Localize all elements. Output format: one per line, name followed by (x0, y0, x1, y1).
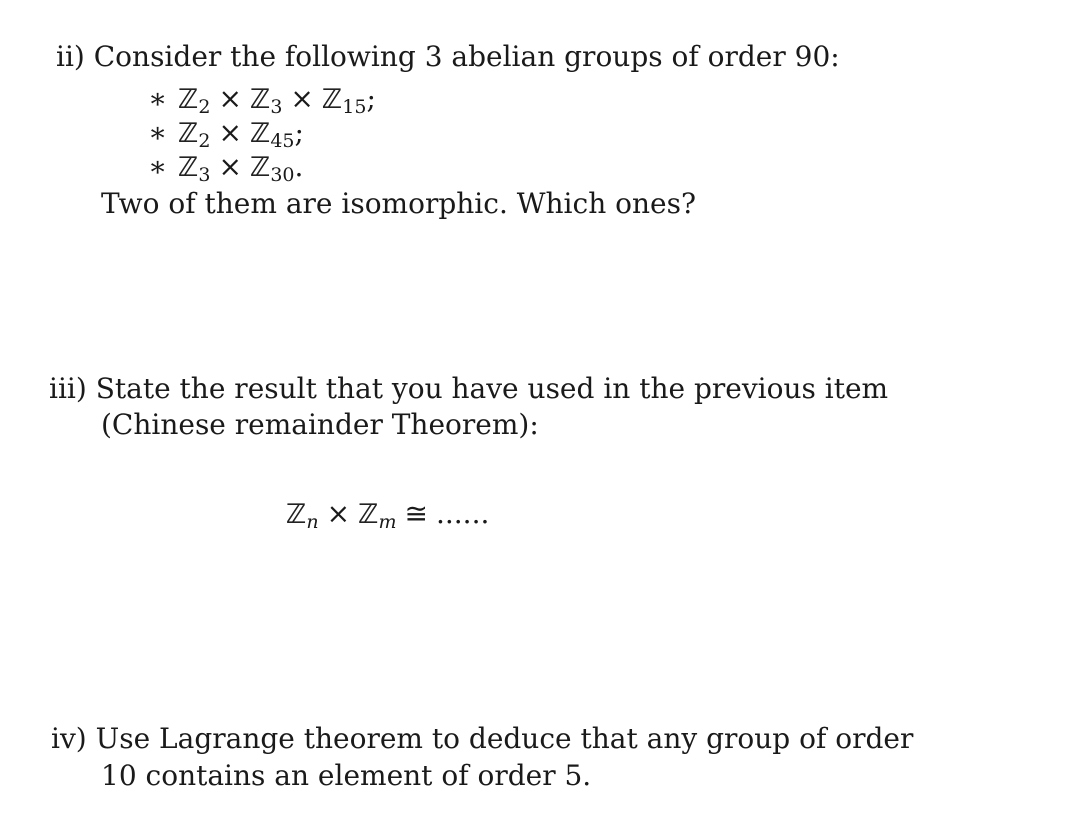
isomorphic-symbol: ≅ (404, 497, 428, 530)
group-subscript: 2 (198, 130, 211, 152)
group-subscript: 15 (342, 96, 367, 118)
q2-label: ii) (56, 40, 85, 73)
group-symbol: ℤ (358, 499, 379, 530)
q2-closing: Two of them are isomorphic. Which ones? (101, 187, 696, 220)
punctuation: . (294, 150, 304, 183)
q3-line1: State the result that you have used in the previous item (95, 372, 889, 405)
bullet-icon: ∗ (148, 82, 168, 115)
group-symbol: ℤ (286, 499, 307, 530)
q3-line2: (Chinese remainder Theorem): (101, 408, 539, 441)
group-subscript: m (378, 511, 397, 533)
group-subscript: 30 (270, 164, 295, 186)
q2-group-3 (148, 150, 303, 192)
punctuation: ; (366, 82, 376, 115)
group-subscript: 3 (198, 164, 211, 186)
q3-label: iii) (49, 372, 87, 405)
group-subscript: 3 (270, 96, 283, 118)
group-symbol: ℤ (249, 84, 271, 115)
bullet-icon: ∗ (148, 116, 168, 149)
group-subscript: 45 (270, 130, 295, 152)
q2-heading (56, 40, 840, 74)
group-subscript: n (306, 511, 319, 533)
q3-heading (49, 372, 888, 406)
q4-label: iv) (51, 722, 87, 755)
times-symbol: × (218, 150, 242, 183)
q2-text: Consider the following 3 abelian groups of order 90: (93, 40, 840, 73)
q4-heading (51, 722, 913, 756)
group-symbol: ℤ (178, 84, 199, 115)
group-symbol: ℤ (178, 118, 199, 149)
q4-line2: 10 contains an element of order 5. (101, 759, 592, 792)
times-symbol: × (290, 82, 314, 115)
times-symbol: × (326, 497, 351, 530)
times-symbol: × (218, 82, 242, 115)
group-symbol: ℤ (321, 84, 343, 115)
q4-line1: Use Lagrange theorem to deduce that any group of order (95, 722, 914, 755)
group-symbol: ℤ (178, 152, 199, 183)
bullet-icon: ∗ (148, 150, 168, 183)
punctuation: ; (294, 116, 304, 149)
group-symbol: ℤ (249, 152, 271, 183)
group-subscript: 2 (198, 96, 211, 118)
times-symbol: × (218, 116, 242, 149)
group-symbol: ℤ (249, 118, 271, 149)
crt-formula (286, 497, 489, 539)
answer-blank: ...... (435, 497, 490, 530)
